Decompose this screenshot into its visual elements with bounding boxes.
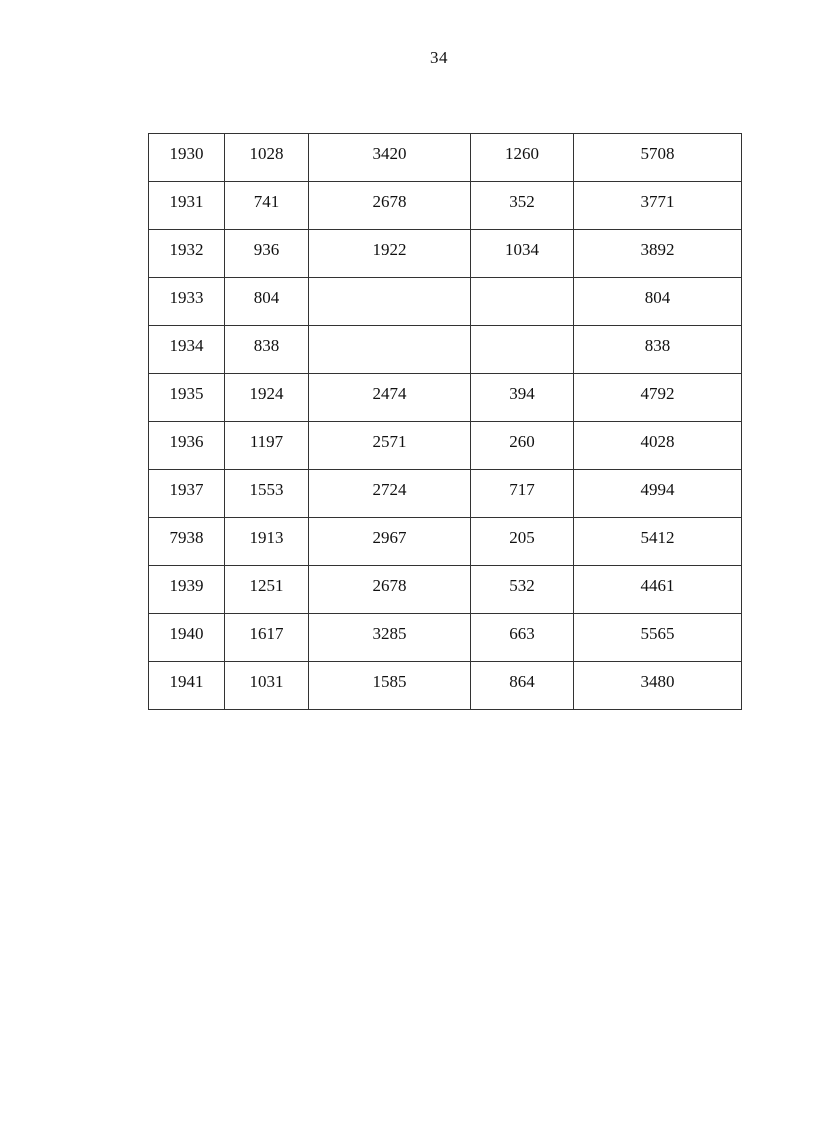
total-cell xyxy=(574,182,742,230)
cell-text: 4994 xyxy=(640,480,675,499)
cell-text: 5565 xyxy=(640,624,675,643)
cell-text: 4461 xyxy=(640,576,675,595)
value-cell-3 xyxy=(471,422,574,470)
cell-text: 1924 xyxy=(249,384,284,403)
total-cell xyxy=(574,470,742,518)
total-cell xyxy=(574,278,742,326)
cell-text: 394 xyxy=(509,384,535,403)
table-row xyxy=(149,518,742,566)
cell-text: 663 xyxy=(509,624,535,643)
table-row xyxy=(149,422,742,470)
value-cell-3 xyxy=(471,662,574,710)
value-cell-3 xyxy=(471,374,574,422)
value-cell-2 xyxy=(309,614,471,662)
cell-text xyxy=(309,278,470,288)
cell-text: 1197 xyxy=(249,432,284,451)
total-cell xyxy=(574,518,742,566)
cell-text: 1936 xyxy=(169,432,204,451)
value-cell-1 xyxy=(225,134,309,182)
cell-text: 1028 xyxy=(249,144,284,163)
year-cell xyxy=(149,422,225,470)
table-row xyxy=(149,230,742,278)
value-cell-2 xyxy=(309,182,471,230)
total-cell xyxy=(574,134,742,182)
cell-text: 741 xyxy=(253,192,280,211)
table-row xyxy=(149,470,742,518)
table-row xyxy=(149,566,742,614)
value-cell-2 xyxy=(309,374,471,422)
total-cell xyxy=(574,422,742,470)
value-cell-3 xyxy=(471,614,574,662)
value-cell-3 xyxy=(471,566,574,614)
cell-text: 804 xyxy=(644,288,671,307)
table-row xyxy=(149,662,742,710)
year-cell xyxy=(149,326,225,374)
cell-text: 2967 xyxy=(372,528,407,547)
value-cell-2 xyxy=(309,326,471,374)
year-cell xyxy=(149,518,225,566)
year-cell xyxy=(149,374,225,422)
cell-text xyxy=(309,326,470,336)
cell-text: 1031 xyxy=(249,672,284,691)
value-cell-3 xyxy=(471,470,574,518)
cell-text: 4028 xyxy=(640,432,675,451)
value-cell-3 xyxy=(471,326,574,374)
value-cell-2 xyxy=(309,278,471,326)
year-cell xyxy=(149,134,225,182)
year-cell xyxy=(149,566,225,614)
value-cell-1 xyxy=(225,230,309,278)
cell-text: 1034 xyxy=(505,240,539,259)
cell-text: 7938 xyxy=(169,528,204,547)
cell-text: 1617 xyxy=(249,624,284,643)
cell-text: 1930 xyxy=(169,144,204,163)
cell-text: 3771 xyxy=(640,192,675,211)
cell-text: 1260 xyxy=(505,144,539,163)
value-cell-1 xyxy=(225,182,309,230)
table-row xyxy=(149,182,742,230)
cell-text: 1933 xyxy=(169,288,204,307)
cell-text: 717 xyxy=(509,480,535,499)
year-cell xyxy=(149,230,225,278)
table-row xyxy=(149,326,742,374)
year-cell xyxy=(149,278,225,326)
value-cell-1 xyxy=(225,374,309,422)
cell-text: 4792 xyxy=(640,384,675,403)
year-cell xyxy=(149,614,225,662)
cell-text: 3285 xyxy=(372,624,407,643)
value-cell-1 xyxy=(225,326,309,374)
cell-text: 1940 xyxy=(169,624,204,643)
value-cell-2 xyxy=(309,134,471,182)
total-cell xyxy=(574,566,742,614)
cell-text: 260 xyxy=(509,432,535,451)
cell-text: 1553 xyxy=(249,480,284,499)
cell-text: 1941 xyxy=(169,672,204,691)
cell-text: 936 xyxy=(253,240,280,259)
value-cell-3 xyxy=(471,182,574,230)
cell-text: 532 xyxy=(509,576,535,595)
cell-text: 838 xyxy=(644,336,671,355)
value-cell-1 xyxy=(225,614,309,662)
cell-text: 3480 xyxy=(640,672,675,691)
cell-text: 1937 xyxy=(169,480,204,499)
value-cell-3 xyxy=(471,278,574,326)
value-cell-1 xyxy=(225,470,309,518)
cell-text: 3420 xyxy=(372,144,407,163)
year-cell xyxy=(149,662,225,710)
value-cell-2 xyxy=(309,470,471,518)
cell-text: 1932 xyxy=(169,240,204,259)
cell-text: 2724 xyxy=(372,480,407,499)
cell-text: 1935 xyxy=(169,384,204,403)
page-number: 34 xyxy=(430,48,448,67)
value-cell-2 xyxy=(309,566,471,614)
table-row xyxy=(149,278,742,326)
year-cell xyxy=(149,470,225,518)
value-cell-1 xyxy=(225,278,309,326)
value-cell-3 xyxy=(471,134,574,182)
cell-text: 1939 xyxy=(169,576,204,595)
cell-text xyxy=(471,326,573,336)
cell-text: 352 xyxy=(509,192,535,211)
cell-text: 838 xyxy=(253,336,280,355)
cell-text: 3892 xyxy=(640,240,675,259)
table-row xyxy=(149,134,742,182)
value-cell-2 xyxy=(309,422,471,470)
cell-text: 1913 xyxy=(249,528,284,547)
cell-text: 1934 xyxy=(169,336,204,355)
value-cell-3 xyxy=(471,230,574,278)
cell-text: 1922 xyxy=(372,240,407,259)
total-cell xyxy=(574,326,742,374)
table-body xyxy=(149,134,742,710)
total-cell xyxy=(574,374,742,422)
data-table xyxy=(148,133,742,710)
year-cell xyxy=(149,182,225,230)
cell-text: 1585 xyxy=(372,672,407,691)
table-row xyxy=(149,374,742,422)
value-cell-1 xyxy=(225,662,309,710)
cell-text: 2678 xyxy=(372,192,407,211)
value-cell-1 xyxy=(225,422,309,470)
cell-text: 2474 xyxy=(372,384,407,403)
cell-text: 5708 xyxy=(640,144,675,163)
cell-text: 5412 xyxy=(640,528,675,547)
value-cell-1 xyxy=(225,518,309,566)
cell-text: 1251 xyxy=(249,576,284,595)
cell-text: 1931 xyxy=(169,192,204,211)
total-cell xyxy=(574,614,742,662)
cell-text: 804 xyxy=(253,288,280,307)
value-cell-2 xyxy=(309,662,471,710)
value-cell-1 xyxy=(225,566,309,614)
value-cell-2 xyxy=(309,230,471,278)
total-cell xyxy=(574,662,742,710)
value-cell-2 xyxy=(309,518,471,566)
value-cell-3 xyxy=(471,518,574,566)
cell-text: 864 xyxy=(509,672,535,691)
total-cell xyxy=(574,230,742,278)
cell-text: 205 xyxy=(509,528,535,547)
cell-text xyxy=(471,278,573,288)
cell-text: 2678 xyxy=(372,576,407,595)
cell-text: 2571 xyxy=(372,432,407,451)
table-row xyxy=(149,614,742,662)
